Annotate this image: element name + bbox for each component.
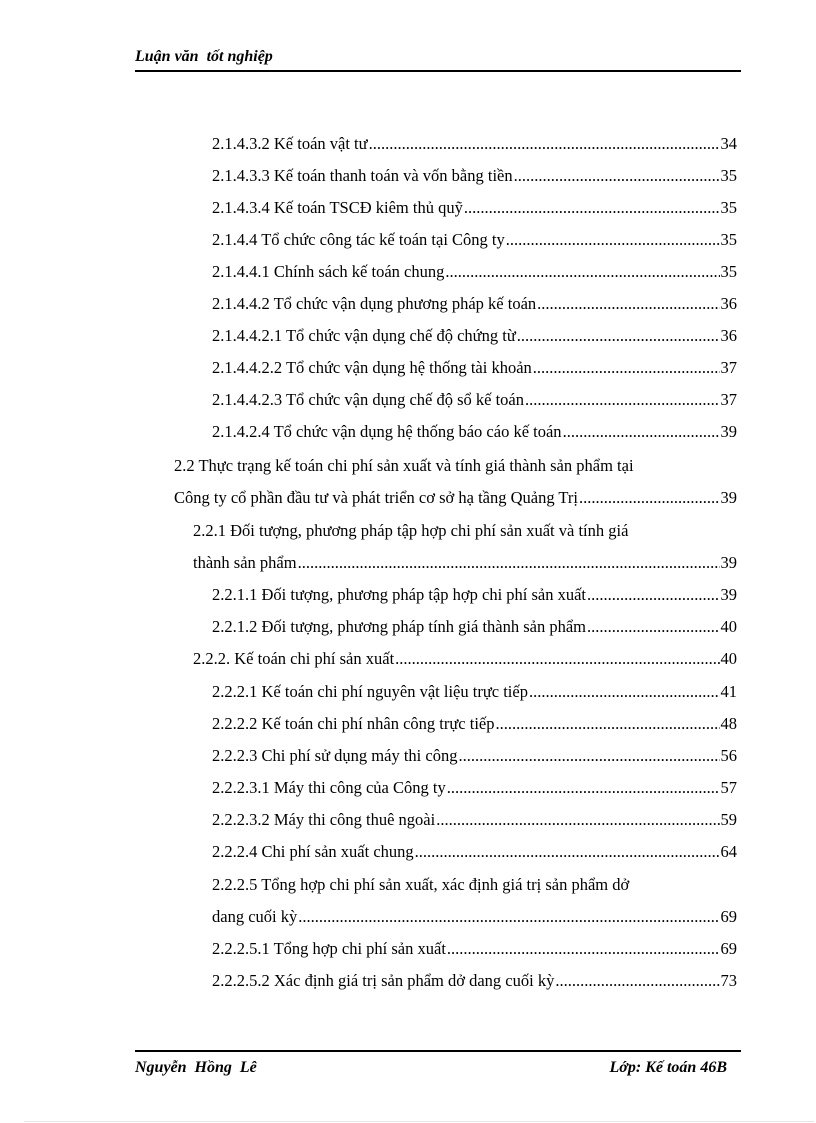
footer-author: Nguyễn Hồng Lê [135,1059,257,1076]
toc-leader-dots [555,971,719,991]
toc-entry-page: 35 [720,166,737,185]
toc-entry[interactable] [212,166,737,186]
toc-leader-dots [464,198,720,218]
toc-entry-page: 59 [720,810,737,829]
toc-leader-dots [458,746,719,766]
toc-entry-title: 2.2.2.5.2 Xác định giá trị sản phẩm dở dang cuối kỳ [212,971,555,990]
toc-entry[interactable] [212,326,737,346]
toc-entry-page: 36 [720,294,737,313]
toc-entry-title: 2.1.4.3.4 Kế toán TSCĐ kiêm thủ quỹ [212,198,463,217]
toc-entry-title: 2.1.4.4.2.3 Tổ chức vận dụng chế độ sổ kế toán [212,390,524,409]
toc-leader-dots [447,939,720,959]
toc-entry-page: 69 [720,907,737,926]
toc-leader-dots [529,682,720,702]
toc-entry-title: 2.1.4.3.3 Kế toán thanh toán và vốn bằng tiền [212,166,513,185]
toc-entry-page: 39 [720,553,737,572]
toc-entry[interactable] [193,553,737,573]
toc-entry[interactable] [212,585,737,605]
toc-entry-page: 41 [720,682,737,701]
toc-entry-page: 35 [720,198,737,217]
toc-entry-title: 2.1.4.4 Tổ chức công tác kế toán tại Công ty [212,230,505,249]
toc-entry-title: 2.2.1.2 Đối tượng, phương pháp tính giá thành sản phẩm [212,617,587,636]
toc-entry-page: 69 [720,939,737,958]
toc-entry-page: 36 [720,326,737,345]
toc-leader-dots [563,422,720,442]
toc-entry[interactable] [212,198,737,218]
toc-entry-title: thành sản phẩm [193,553,297,572]
page-bottom-divider [24,1121,814,1122]
toc-entry[interactable] [212,714,737,734]
toc-entry-title: 2.2.2.3 Chi phí sử dụng máy thi công [212,746,458,765]
toc-entry[interactable] [212,907,737,927]
toc-entry-title: 2.2.2.4 Chi phí sản xuất chung [212,842,414,861]
toc-leader-dots [587,585,719,605]
toc-entry-page: 39 [720,488,737,507]
toc-entry[interactable] [212,422,737,442]
header-title: Luận văn tốt nghiệp [135,48,273,65]
toc-entry-title-line1[interactable]: 2.2.1 Đối tượng, phương pháp tập hợp chi phí sản xuất và tính giá [193,521,629,540]
toc-entry-title: 2.2.1.1 Đối tượng, phương pháp tập hợp chi phí sản xuất [212,585,587,604]
toc-leader-dots [579,488,719,508]
toc-entry[interactable] [212,294,737,314]
toc-entry[interactable] [212,810,737,830]
toc-entry-title-line1[interactable]: 2.2.2.5 Tổng hợp chi phí sản xuất, xác định giá trị sản phẩm dở [212,875,630,894]
footer-class: Lớp: Kế toán 46B [609,1059,727,1076]
toc-entry-page: 35 [720,262,737,281]
toc-entry-title: dang cuối kỳ [212,907,298,926]
toc-leader-dots [415,842,720,862]
toc-entry[interactable] [212,134,737,154]
toc-entry[interactable] [212,230,737,250]
toc-entry-title: 2.2.2.2 Kế toán chi phí nhân công trực tiếp [212,714,495,733]
toc-entry-title: 2.1.4.2.4 Tổ chức vận dụng hệ thống báo cáo kế toán [212,422,562,441]
toc-entry-title: 2.2.2. Kế toán chi phí sản xuất [193,649,395,668]
toc-entry-page: 39 [720,585,737,604]
toc-entry-page: 40 [720,617,737,636]
toc-entry[interactable] [212,390,737,410]
toc-leader-dots [533,358,720,378]
toc-entry-page: 56 [720,746,737,765]
toc-entry-title: 2.2.2.3.2 Máy thi công thuê ngoài [212,810,436,829]
toc-entry[interactable] [193,649,737,669]
toc-entry-title: 2.2.2.5.1 Tổng hợp chi phí sản xuất [212,939,446,958]
toc-entry[interactable] [212,682,737,702]
toc-entry-page: 37 [720,358,737,377]
toc-leader-dots [395,649,719,669]
toc-entry-title-line1[interactable]: 2.2 Thực trạng kế toán chi phí sản xuất và tính giá thành sản phẩm tại [174,456,634,475]
toc-leader-dots [496,714,720,734]
toc-leader-dots [436,810,719,830]
toc-entry-page: 48 [720,714,737,733]
toc-entry-page: 34 [720,134,737,153]
toc-entry-title: 2.2.2.3.1 Máy thi công của Công ty [212,778,446,797]
toc-entry-title: 2.1.4.4.2 Tổ chức vận dụng phương pháp kế toán [212,294,537,313]
toc-leader-dots [587,617,719,637]
toc-leader-dots [298,907,719,927]
toc-entry-title: 2.1.4.4.1 Chính sách kế toán chung [212,262,445,281]
toc-leader-dots [517,326,720,346]
toc-entry[interactable] [212,778,737,798]
toc-entry-title: Công ty cổ phần đầu tư và phát triển cơ sở hạ tầng Quảng Trị [174,488,579,507]
toc-entry-page: 35 [720,230,737,249]
toc-entry-page: 73 [720,971,737,990]
toc-entry[interactable] [212,939,737,959]
toc-entry-title: 2.1.4.3.2 Kế toán vật tư [212,134,368,153]
toc-leader-dots [506,230,720,250]
toc-entry-page: 64 [720,842,737,861]
toc-entry-page: 40 [720,649,737,668]
page-footer [135,1050,741,1082]
toc-leader-dots [298,553,720,573]
toc-entry-page: 37 [720,390,737,409]
toc-entry-page: 39 [720,422,737,441]
toc-leader-dots [445,262,719,282]
toc-entry[interactable] [212,262,737,282]
page-header [135,46,741,72]
toc-entry[interactable] [212,358,737,378]
toc-entry[interactable] [212,842,737,862]
toc-entry[interactable] [212,746,737,766]
toc-entry-title: 2.1.4.4.2.1 Tổ chức vận dụng chế độ chứng từ [212,326,516,345]
toc-leader-dots [514,166,720,186]
toc-entry[interactable] [174,488,737,508]
toc-entry[interactable] [212,617,737,637]
toc-leader-dots [525,390,720,410]
toc-leader-dots [369,134,720,154]
toc-entry[interactable] [212,971,737,991]
toc-leader-dots [447,778,720,798]
toc-entry-page: 57 [720,778,737,797]
toc-leader-dots [537,294,719,314]
toc-entry-title: 2.1.4.4.2.2 Tổ chức vận dụng hệ thống tài khoản [212,358,532,377]
toc-entry-title: 2.2.2.1 Kế toán chi phí nguyên vật liệu trực tiếp [212,682,528,701]
